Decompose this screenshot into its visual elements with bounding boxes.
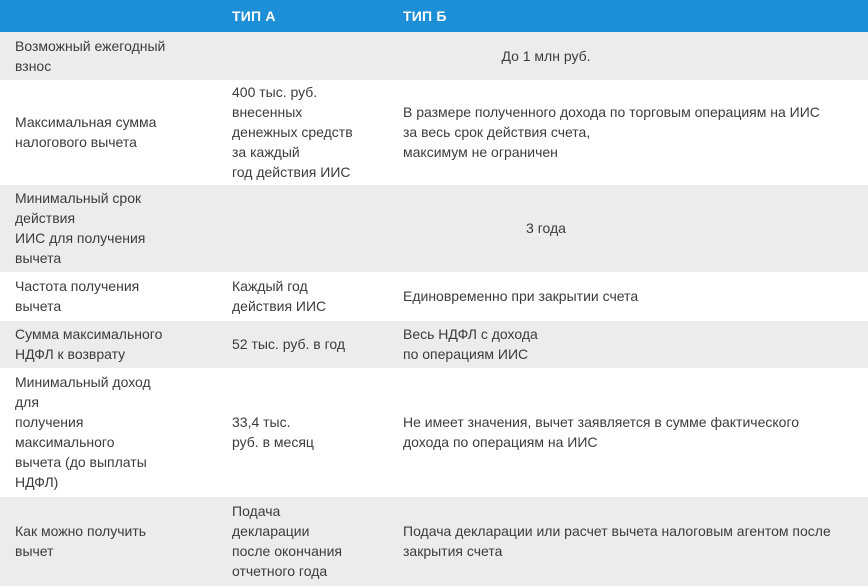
table-header [0, 0, 868, 32]
header-row [0, 0, 868, 32]
value-line: за весь срок действия счета, [403, 124, 591, 140]
value-line: Не имеет значения, вычет заявляется в сумме фактического [403, 414, 800, 430]
value-line: Единовременно при закрытии счета [403, 288, 639, 304]
type-a-value [217, 368, 388, 496]
value-line: В размере полученного дохода по торговым операциям на ИИС [403, 104, 820, 120]
header-type-b: ТИП Б [403, 8, 447, 24]
value-line: До 1 млн руб. [501, 47, 591, 64]
type-a-value [217, 320, 388, 368]
value-line: 52 тыс. руб. в год [232, 336, 346, 352]
value-line: по операциям ИИС [403, 346, 529, 362]
row-label [0, 320, 217, 368]
label-line: взнос [15, 57, 52, 74]
type-b-value [388, 272, 868, 320]
type-b-value [388, 320, 868, 368]
value-line: год действия ИИС [232, 164, 351, 180]
value-line: декларации [232, 523, 310, 539]
value-line: после окончания [232, 543, 343, 559]
label-line: Частота получения [15, 278, 140, 294]
label-line: Минимальный доход [15, 374, 151, 390]
merged-value [217, 184, 868, 272]
value-line: руб. в месяц [232, 434, 314, 450]
row-label [0, 272, 217, 320]
merged-value [217, 32, 868, 80]
value-line: Подача [232, 503, 281, 519]
label-line: максимального [15, 434, 115, 450]
label-line: вычета [15, 298, 62, 314]
value-line: действия ИИС [232, 298, 327, 314]
value-line: 3 года [526, 220, 566, 236]
label-line: Максимальная сумма [15, 114, 157, 130]
row-min-income [0, 368, 868, 496]
type-b-value [388, 80, 868, 184]
type-a-value [217, 272, 388, 320]
label-line: НДФЛ к возврату [15, 346, 126, 362]
row-annual-contribution [0, 32, 868, 80]
value-line: Подача декларации или расчет вычета налоговым агентом после [403, 523, 831, 539]
row-label [0, 80, 217, 184]
row-frequency [0, 272, 868, 320]
label-line: НДФЛ) [15, 474, 59, 490]
value-line: Каждый год [232, 278, 308, 294]
value-line: отчетного года [232, 563, 328, 579]
table-body [0, 32, 868, 586]
header-cell-empty [0, 0, 217, 32]
row-label [0, 184, 217, 272]
type-a-value [217, 496, 388, 586]
value-line: за каждый [232, 144, 300, 160]
row-max-ndfl [0, 320, 868, 368]
type-b-value [388, 368, 868, 496]
row-label [0, 496, 217, 586]
label-line: для [15, 394, 39, 410]
value-line: дохода по операциям на ИИС [403, 434, 598, 450]
label-line: Сумма максимального [15, 326, 163, 342]
row-max-deduction [0, 80, 868, 184]
row-min-term [0, 184, 868, 272]
value-line: денежных средств [232, 124, 353, 140]
label-line: действия [15, 210, 76, 226]
value-line: 33,4 тыс. [232, 414, 291, 430]
type-b-value [388, 496, 868, 586]
label-line: Минимальный срок [15, 190, 142, 206]
row-label [0, 32, 217, 80]
type-a-value [217, 80, 388, 184]
value-line: внесенных [232, 104, 303, 120]
label-line: вычета (до выплаты [15, 454, 147, 470]
label-line: получения [15, 414, 84, 430]
label-line: Как можно получить [15, 523, 147, 539]
label-line: Возможный ежегодный [15, 37, 166, 54]
label-line: налогового вычета [15, 134, 137, 150]
value-line: Весь НДФЛ с дохода [403, 326, 538, 342]
label-line: вычета [15, 250, 62, 266]
header-type-a: ТИП А [232, 8, 276, 24]
value-line: закрытия счета [403, 543, 503, 559]
label-line: вычет [15, 543, 54, 559]
label-line: ИИС для получения [15, 230, 146, 246]
value-line: максимум не ограничен [403, 144, 558, 160]
value-line: 400 тыс. руб. [232, 84, 318, 100]
row-label [0, 368, 217, 496]
row-how-to-get [0, 496, 868, 586]
